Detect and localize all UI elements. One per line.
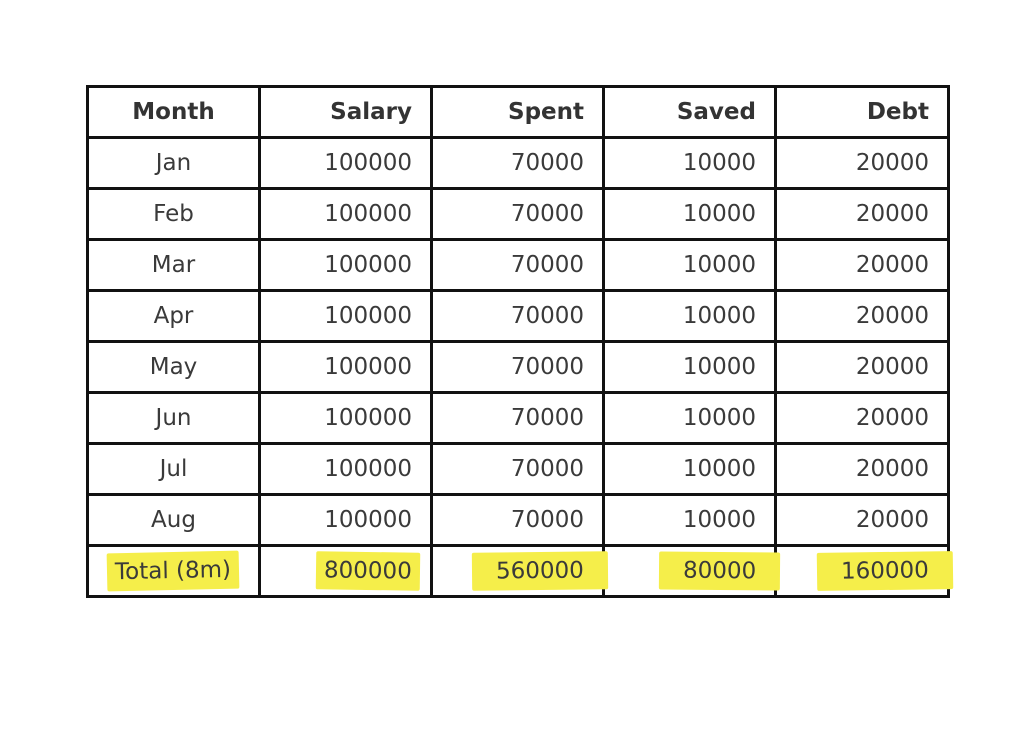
total-spent-cell	[432, 546, 604, 597]
cell-month: Apr	[88, 291, 260, 342]
total-spent-highlight: 560000	[472, 551, 608, 590]
table-row	[88, 393, 949, 444]
cell-salary: 100000	[260, 495, 432, 546]
cell-spent: 70000	[432, 444, 604, 495]
total-saved-highlight: 80000	[659, 551, 780, 590]
budget-table	[86, 85, 950, 598]
cell-salary: 100000	[260, 393, 432, 444]
header-month: Month	[88, 87, 260, 138]
cell-month: May	[88, 342, 260, 393]
cell-salary: 100000	[260, 189, 432, 240]
cell-debt: 20000	[776, 291, 949, 342]
header-saved: Saved	[604, 87, 776, 138]
total-saved-cell	[604, 546, 776, 597]
cell-month: Feb	[88, 189, 260, 240]
cell-saved: 10000	[604, 495, 776, 546]
table-header-row	[88, 87, 949, 138]
cell-month: Aug	[88, 495, 260, 546]
cell-month: Mar	[88, 240, 260, 291]
cell-saved: 10000	[604, 444, 776, 495]
cell-saved: 10000	[604, 138, 776, 189]
cell-spent: 70000	[432, 189, 604, 240]
cell-debt: 20000	[776, 393, 949, 444]
cell-month: Jul	[88, 444, 260, 495]
cell-spent: 70000	[432, 393, 604, 444]
cell-month: Jan	[88, 138, 260, 189]
cell-salary: 100000	[260, 240, 432, 291]
cell-debt: 20000	[776, 189, 949, 240]
table-row	[88, 342, 949, 393]
table-row	[88, 291, 949, 342]
cell-salary: 100000	[260, 342, 432, 393]
total-debt-highlight: 160000	[817, 551, 953, 591]
total-label-highlight: Total (8m)	[107, 551, 240, 592]
cell-month: Jun	[88, 393, 260, 444]
cell-saved: 10000	[604, 291, 776, 342]
cell-saved: 10000	[604, 189, 776, 240]
cell-saved: 10000	[604, 393, 776, 444]
total-label-cell	[88, 546, 260, 597]
header-debt: Debt	[776, 87, 949, 138]
cell-spent: 70000	[432, 138, 604, 189]
cell-debt: 20000	[776, 444, 949, 495]
cell-debt: 20000	[776, 342, 949, 393]
total-salary-cell	[260, 546, 432, 597]
cell-spent: 70000	[432, 240, 604, 291]
cell-spent: 70000	[432, 291, 604, 342]
table-row	[88, 240, 949, 291]
table-row	[88, 138, 949, 189]
table-row	[88, 495, 949, 546]
header-salary: Salary	[260, 87, 432, 138]
cell-salary: 100000	[260, 291, 432, 342]
table-row	[88, 189, 949, 240]
cell-debt: 20000	[776, 495, 949, 546]
header-spent: Spent	[432, 87, 604, 138]
cell-debt: 20000	[776, 240, 949, 291]
cell-saved: 10000	[604, 240, 776, 291]
cell-spent: 70000	[432, 495, 604, 546]
cell-salary: 100000	[260, 444, 432, 495]
cell-spent: 70000	[432, 342, 604, 393]
cell-salary: 100000	[260, 138, 432, 189]
cell-debt: 20000	[776, 138, 949, 189]
total-salary-highlight: 800000	[316, 551, 420, 590]
total-debt-cell	[776, 546, 949, 597]
total-row	[88, 546, 949, 597]
cell-saved: 10000	[604, 342, 776, 393]
table-row	[88, 444, 949, 495]
